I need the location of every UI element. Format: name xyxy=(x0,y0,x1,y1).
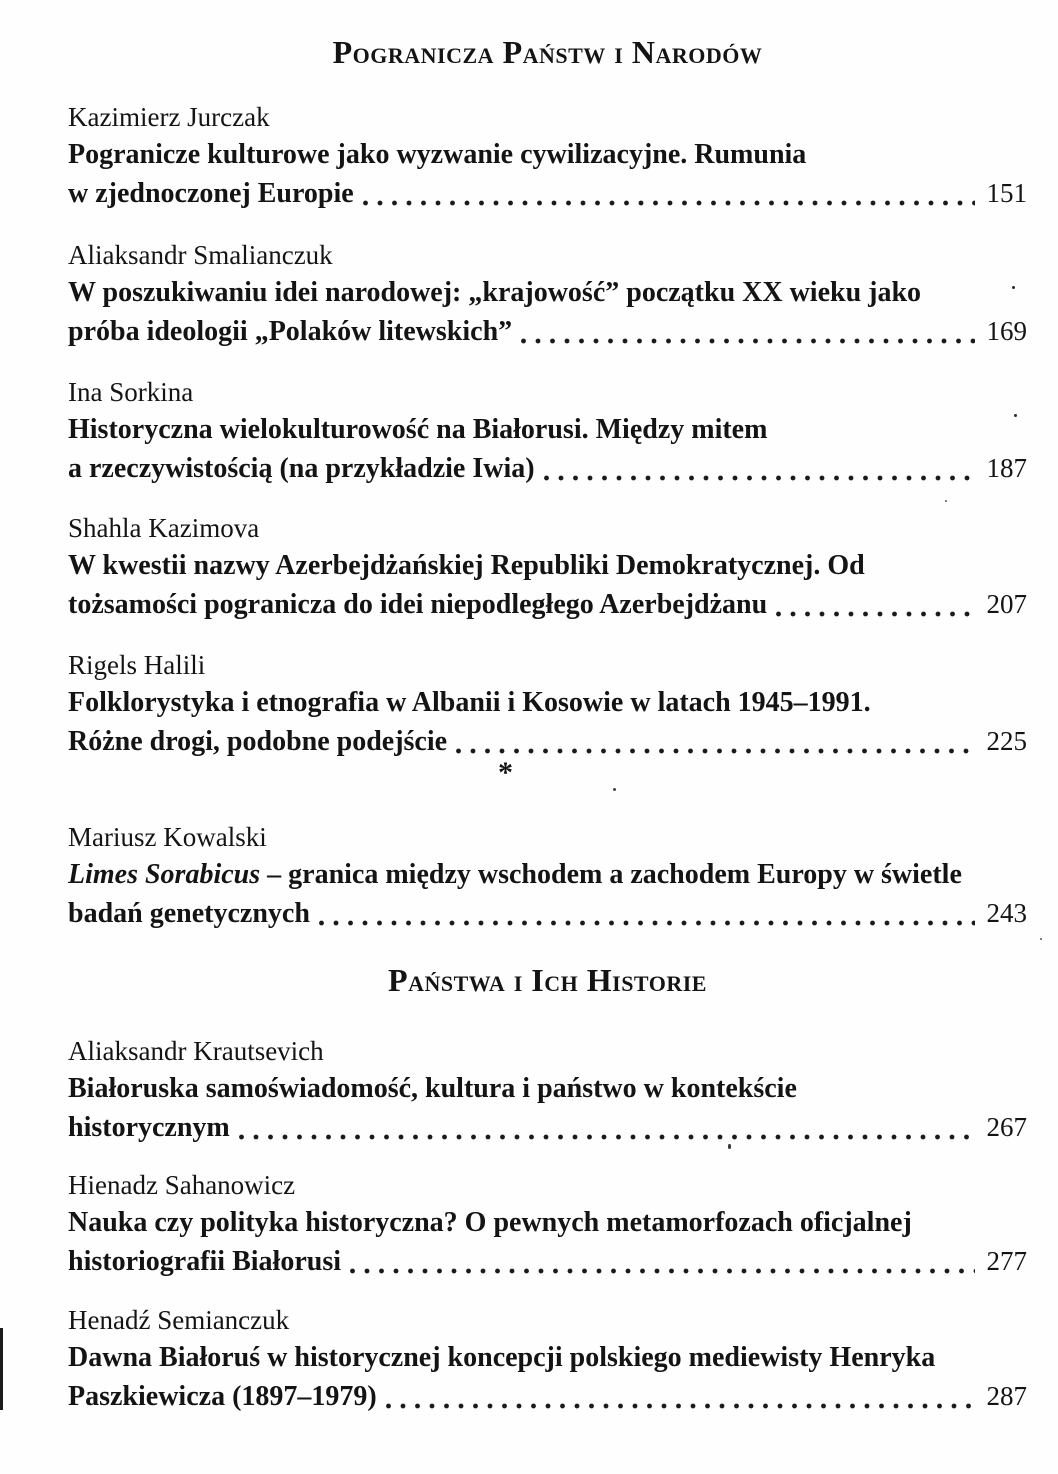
page-number: 151 xyxy=(986,178,1027,208)
title-text: a rzeczywistością (na przykładzie Iwia) xyxy=(68,453,535,484)
title-line: W kwestii nazwy Azerbejdżańskiej Republiki Demokratycznej. Od xyxy=(68,550,865,581)
title-last-line xyxy=(68,585,1027,624)
title-last-line xyxy=(68,1242,1027,1281)
toc-entry-kazimova xyxy=(68,509,1027,624)
title-last-line xyxy=(68,1108,1027,1147)
title-last-line xyxy=(68,722,1027,761)
author-name: Ina Sorkina xyxy=(68,377,194,407)
dot-leader xyxy=(239,1134,975,1140)
toc-entry-semianczuk xyxy=(68,1301,1027,1416)
title-line: Pogranicze kulturowe jako wyzwanie cywilizacyjne. Rumunia xyxy=(68,139,807,170)
scan-edge-artifact xyxy=(0,1328,3,1410)
title-line: Nauka czy polityka historyczna? O pewnych metamorfozach oficjalnej xyxy=(68,1207,912,1238)
page-number: 169 xyxy=(986,316,1027,346)
page-number: 207 xyxy=(986,589,1027,619)
author-name: Rigels Halili xyxy=(68,650,206,680)
page-number: 187 xyxy=(986,453,1027,483)
dot-leader xyxy=(319,920,975,926)
author-name: Kazimierz Jurczak xyxy=(68,102,270,132)
section-heading-pogranicza: Pogranicza Państw i Narodów xyxy=(332,34,763,70)
title-line: W poszukiwaniu idei narodowej: „krajowość” początku XX wieku jako xyxy=(68,277,922,308)
scan-speck xyxy=(1014,414,1017,417)
page-number: 225 xyxy=(986,726,1027,756)
title-text: historycznym xyxy=(68,1112,230,1143)
title-line: Folklorystyka i etnografia w Albanii i Kosowie w latach 1945–1991. xyxy=(68,687,871,718)
dot-leader xyxy=(521,338,974,344)
scan-speck xyxy=(1040,938,1042,940)
toc-entry-krautsevich xyxy=(68,1032,1027,1147)
section-heading-panstwa: Państwa i Ich Historie xyxy=(388,962,707,998)
title-text: Paszkiewicza (1897–1979) xyxy=(68,1381,377,1412)
author-name: Shahla Kazimova xyxy=(68,513,260,543)
title-last-line xyxy=(68,174,1027,213)
page-number: 243 xyxy=(986,898,1027,928)
dot-leader xyxy=(544,475,975,481)
title-last-line xyxy=(68,449,1027,488)
scan-speck xyxy=(613,788,616,791)
author-name: Aliaksandr Krautsevich xyxy=(68,1036,324,1066)
scan-speck xyxy=(1012,286,1015,289)
page-number: 287 xyxy=(986,1381,1027,1411)
page-number: 267 xyxy=(986,1112,1027,1142)
toc-entry-sahanowicz xyxy=(68,1166,1027,1281)
title-text: tożsamości pogranicza do idei niepodległego Azerbejdżanu xyxy=(68,589,768,620)
author-name: Mariusz Kowalski xyxy=(68,822,267,852)
title-text: próba ideologii „Polaków litewskich” xyxy=(68,316,513,347)
title-text: Różne drogi, podobne podejście xyxy=(68,726,448,757)
title-italic-part: Limes Sorabicus xyxy=(68,859,261,890)
toc-entry-sorkina xyxy=(68,373,1027,488)
title-line: Historyczna wielokulturowość na Białorusi. Między mitem xyxy=(68,414,768,445)
asterisk-separator: * xyxy=(498,756,513,789)
title-line xyxy=(68,856,1027,894)
title-last-line xyxy=(68,1377,1027,1416)
page-number: 277 xyxy=(986,1246,1027,1276)
dot-leader xyxy=(776,611,974,617)
title-text: – granica między wschodem a zachodem Europy w świetle xyxy=(260,859,962,890)
title-last-line xyxy=(68,894,1027,933)
dot-leader xyxy=(350,1268,975,1274)
scan-speck xyxy=(728,1144,731,1149)
dot-leader xyxy=(386,1403,975,1409)
toc-entry-halili xyxy=(68,646,1027,761)
toc-entry-kowalski xyxy=(68,818,1027,933)
title-last-line xyxy=(68,312,1027,351)
title-text: historiografii Białorusi xyxy=(68,1246,341,1277)
title-text: badań genetycznych xyxy=(68,898,310,929)
toc-entry-smalianczuk xyxy=(68,236,1027,351)
dot-leader xyxy=(363,200,975,206)
toc-entry-jurczak xyxy=(68,98,1027,213)
title-line: Dawna Białoruś w historycznej koncepcji polskiego mediewisty Henryka xyxy=(68,1342,936,1373)
author-name: Hienadz Sahanowicz xyxy=(68,1170,296,1200)
title-text: w zjednoczonej Europie xyxy=(68,178,354,209)
author-name: Henadź Semianczuk xyxy=(68,1305,290,1335)
dot-leader xyxy=(456,748,974,754)
title-line: Białoruska samoświadomość, kultura i państwo w kontekście xyxy=(68,1073,797,1104)
author-name: Aliaksandr Smalianczuk xyxy=(68,240,333,270)
scan-speck xyxy=(945,500,947,502)
